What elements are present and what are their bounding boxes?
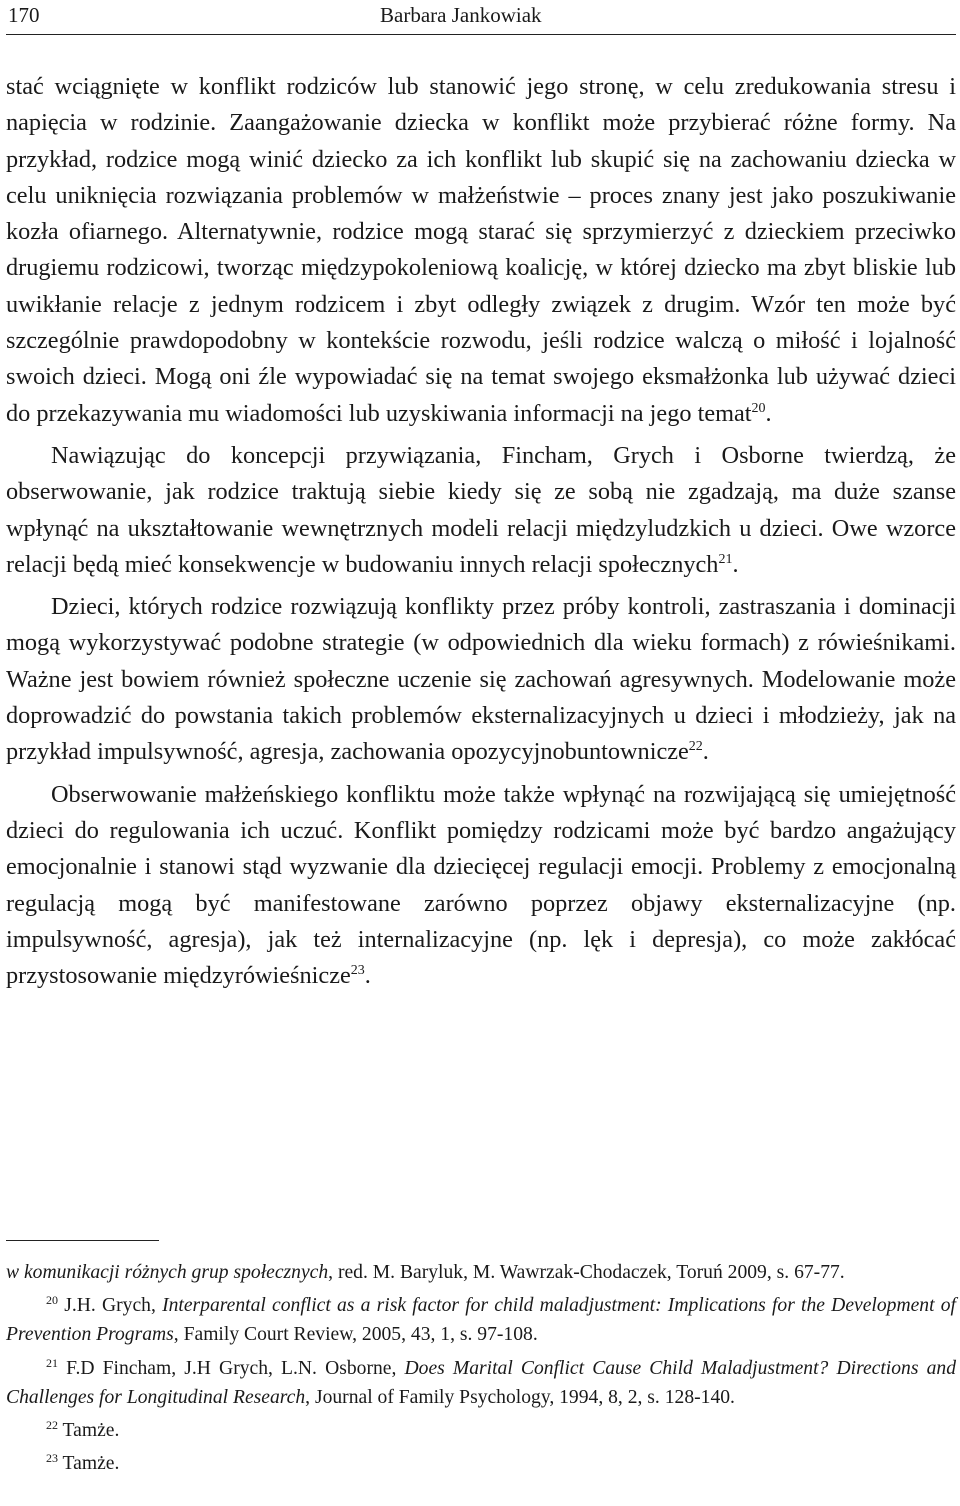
paragraph-2 [6, 438, 956, 583]
document-page [6, 0, 956, 1475]
footnote-separator [6, 1240, 159, 1241]
running-header [6, 0, 956, 35]
paragraph-3-end: . [702, 738, 709, 766]
footnote-ref-23: 23 [350, 963, 365, 979]
paragraph-1-end: . [765, 399, 772, 427]
footnote-ref-21: 21 [718, 551, 733, 567]
paragraph-4-end: . [364, 962, 371, 990]
footnote-20-title: Interparental conflict as a risk factor for child maladjustment: Implications for the Development of Prevention Programs [6, 1295, 956, 1346]
page-number: 170 [8, 3, 40, 27]
paragraph-2-text: Nawiązując do koncepcji przywiązania, Fincham, Grych i Osborne twierdzą, że obserwowanie, jak rodzice traktują siebie kiedy się ze sobą nie zgadzają, ma duże szanse wpłynąć na ukształtowanie wewnętrznych modeli relacji międzyludzkich u dzieci. Owe wzorce relacji będą mieć konsekwencje w budowaniu innych relacji społecznych [6, 441, 956, 578]
footnote-ref-20: 20 [751, 400, 766, 416]
footnote-continued-rest: , red. M. Baryluk, M. Wawrzak-Chodaczek, Toruń 2009, s. 67-77. [328, 1262, 845, 1283]
paragraph-2-end: . [732, 550, 739, 578]
footnote-20-authors: J.H. Grych, [58, 1295, 163, 1317]
footnote-22-number: 22 [46, 1418, 58, 1433]
footnote-22 [6, 1416, 956, 1445]
paragraph-4-text: Obserwowanie małżeńskiego konfliktu może także wpłynąć na rozwijającą się umiejętność dzieci do regulowania ich uczuć. Konflikt pomiędzy rodzicami może być bardzo angażujący emocjonalnie i stanowi stąd wyzwanie dla dziecięcej regulacji emocji. Problemy z emocjonalną regulacją mogą być manifestowane zarówno poprzez objawy eksternalizacyjne (np. impulsywność, agresja), jak też internalizacyjne (np. lęk i depresja), co może zakłócać przystosowanie międzyrówieśnicze [6, 780, 956, 990]
body-text [6, 69, 956, 994]
footnote-20-source: , Family Court Review, 2005, 43, 1, s. 97-108. [173, 1324, 538, 1346]
footnote-20 [6, 1291, 956, 1349]
footnote-21-number: 21 [46, 1355, 58, 1370]
footnote-23-number: 23 [46, 1451, 58, 1466]
footnote-ref-22: 22 [688, 739, 703, 755]
footnote-continued-title: w komunikacji różnych grup społecznych [6, 1262, 329, 1283]
footnote-21-authors: F.D Fincham, J.H Grych, L.N. Osborne, [58, 1357, 405, 1379]
footnote-22-text: Tamże. [58, 1420, 120, 1442]
footnote-20-number: 20 [46, 1293, 58, 1308]
footnote-23 [6, 1449, 956, 1478]
footnote-21-title: Does Marital Conflict Cause Child Maladjustment? Directions and Challenges for Longitudinal Research [6, 1357, 956, 1408]
footnote-23-text: Tamże. [58, 1453, 120, 1475]
footnote-continued [6, 1258, 956, 1287]
footnote-21 [6, 1354, 956, 1412]
paragraph-1 [6, 69, 956, 432]
paragraph-1-text: stać wciągnięte w konflikt rodziców lub stanowić jego stronę, w celu zredukowania stresu i napięcia w rodzinie. Zaangażowanie dziecka w konflikt może przybierać różne formy. Na przykład, rodzice mogą winić dziecko za ich konflikt lub skupić się na zachowaniu dziecka w celu uniknięcia rozwiązania problemów w małżeństwie – proces znany jest jako poszukiwanie kozła ofiarnego. Alternatywnie, rodzice mogą starać się sprzymierzyć z dzieckiem przeciwko drugiemu rodzicowi, tworząc międzypokoleniową koalicję, w której dziecko ma zbyt bliskie lub uwikłanie relacje z jednym rodzicem i zbyt odległy związek z drugim. Wzór ten może być szczególnie prawdopodobny w kontekście rozwodu, jeśli rodzice walczą o miłość i lojalność swoich dzieci. Mogą oni źle wypowiadać się na temat swojego eksmałżonka lub używać dzieci do przekazywania mu wiadomości lub uzyskiwania informacji na jego temat [6, 73, 956, 427]
paragraph-3 [6, 589, 956, 770]
footnotes [6, 1258, 956, 1478]
footnote-21-source: , Journal of Family Psychology, 1994, 8, 2, s. 128-140. [305, 1386, 735, 1408]
paragraph-4 [6, 777, 956, 995]
paragraph-3-text: Dzieci, których rodzice rozwiązują konflikty przez próby kontroli, zastraszania i dominacji mogą wykorzystywać podobne strategie (w odpowiednich dla wieku formach) z rówieśnikami. Ważne jest bowiem również społeczne uczenie się zachowań agresywnych. Modelowanie może doprowadzić do powstania takich problemów eksternalizacyjnych u dzieci i młodzieży, jak na przykład impulsywność, agresja, zachowania opozycyjnobuntownicze [6, 593, 956, 766]
running-header-author: Barbara Jankowiak [380, 3, 542, 27]
